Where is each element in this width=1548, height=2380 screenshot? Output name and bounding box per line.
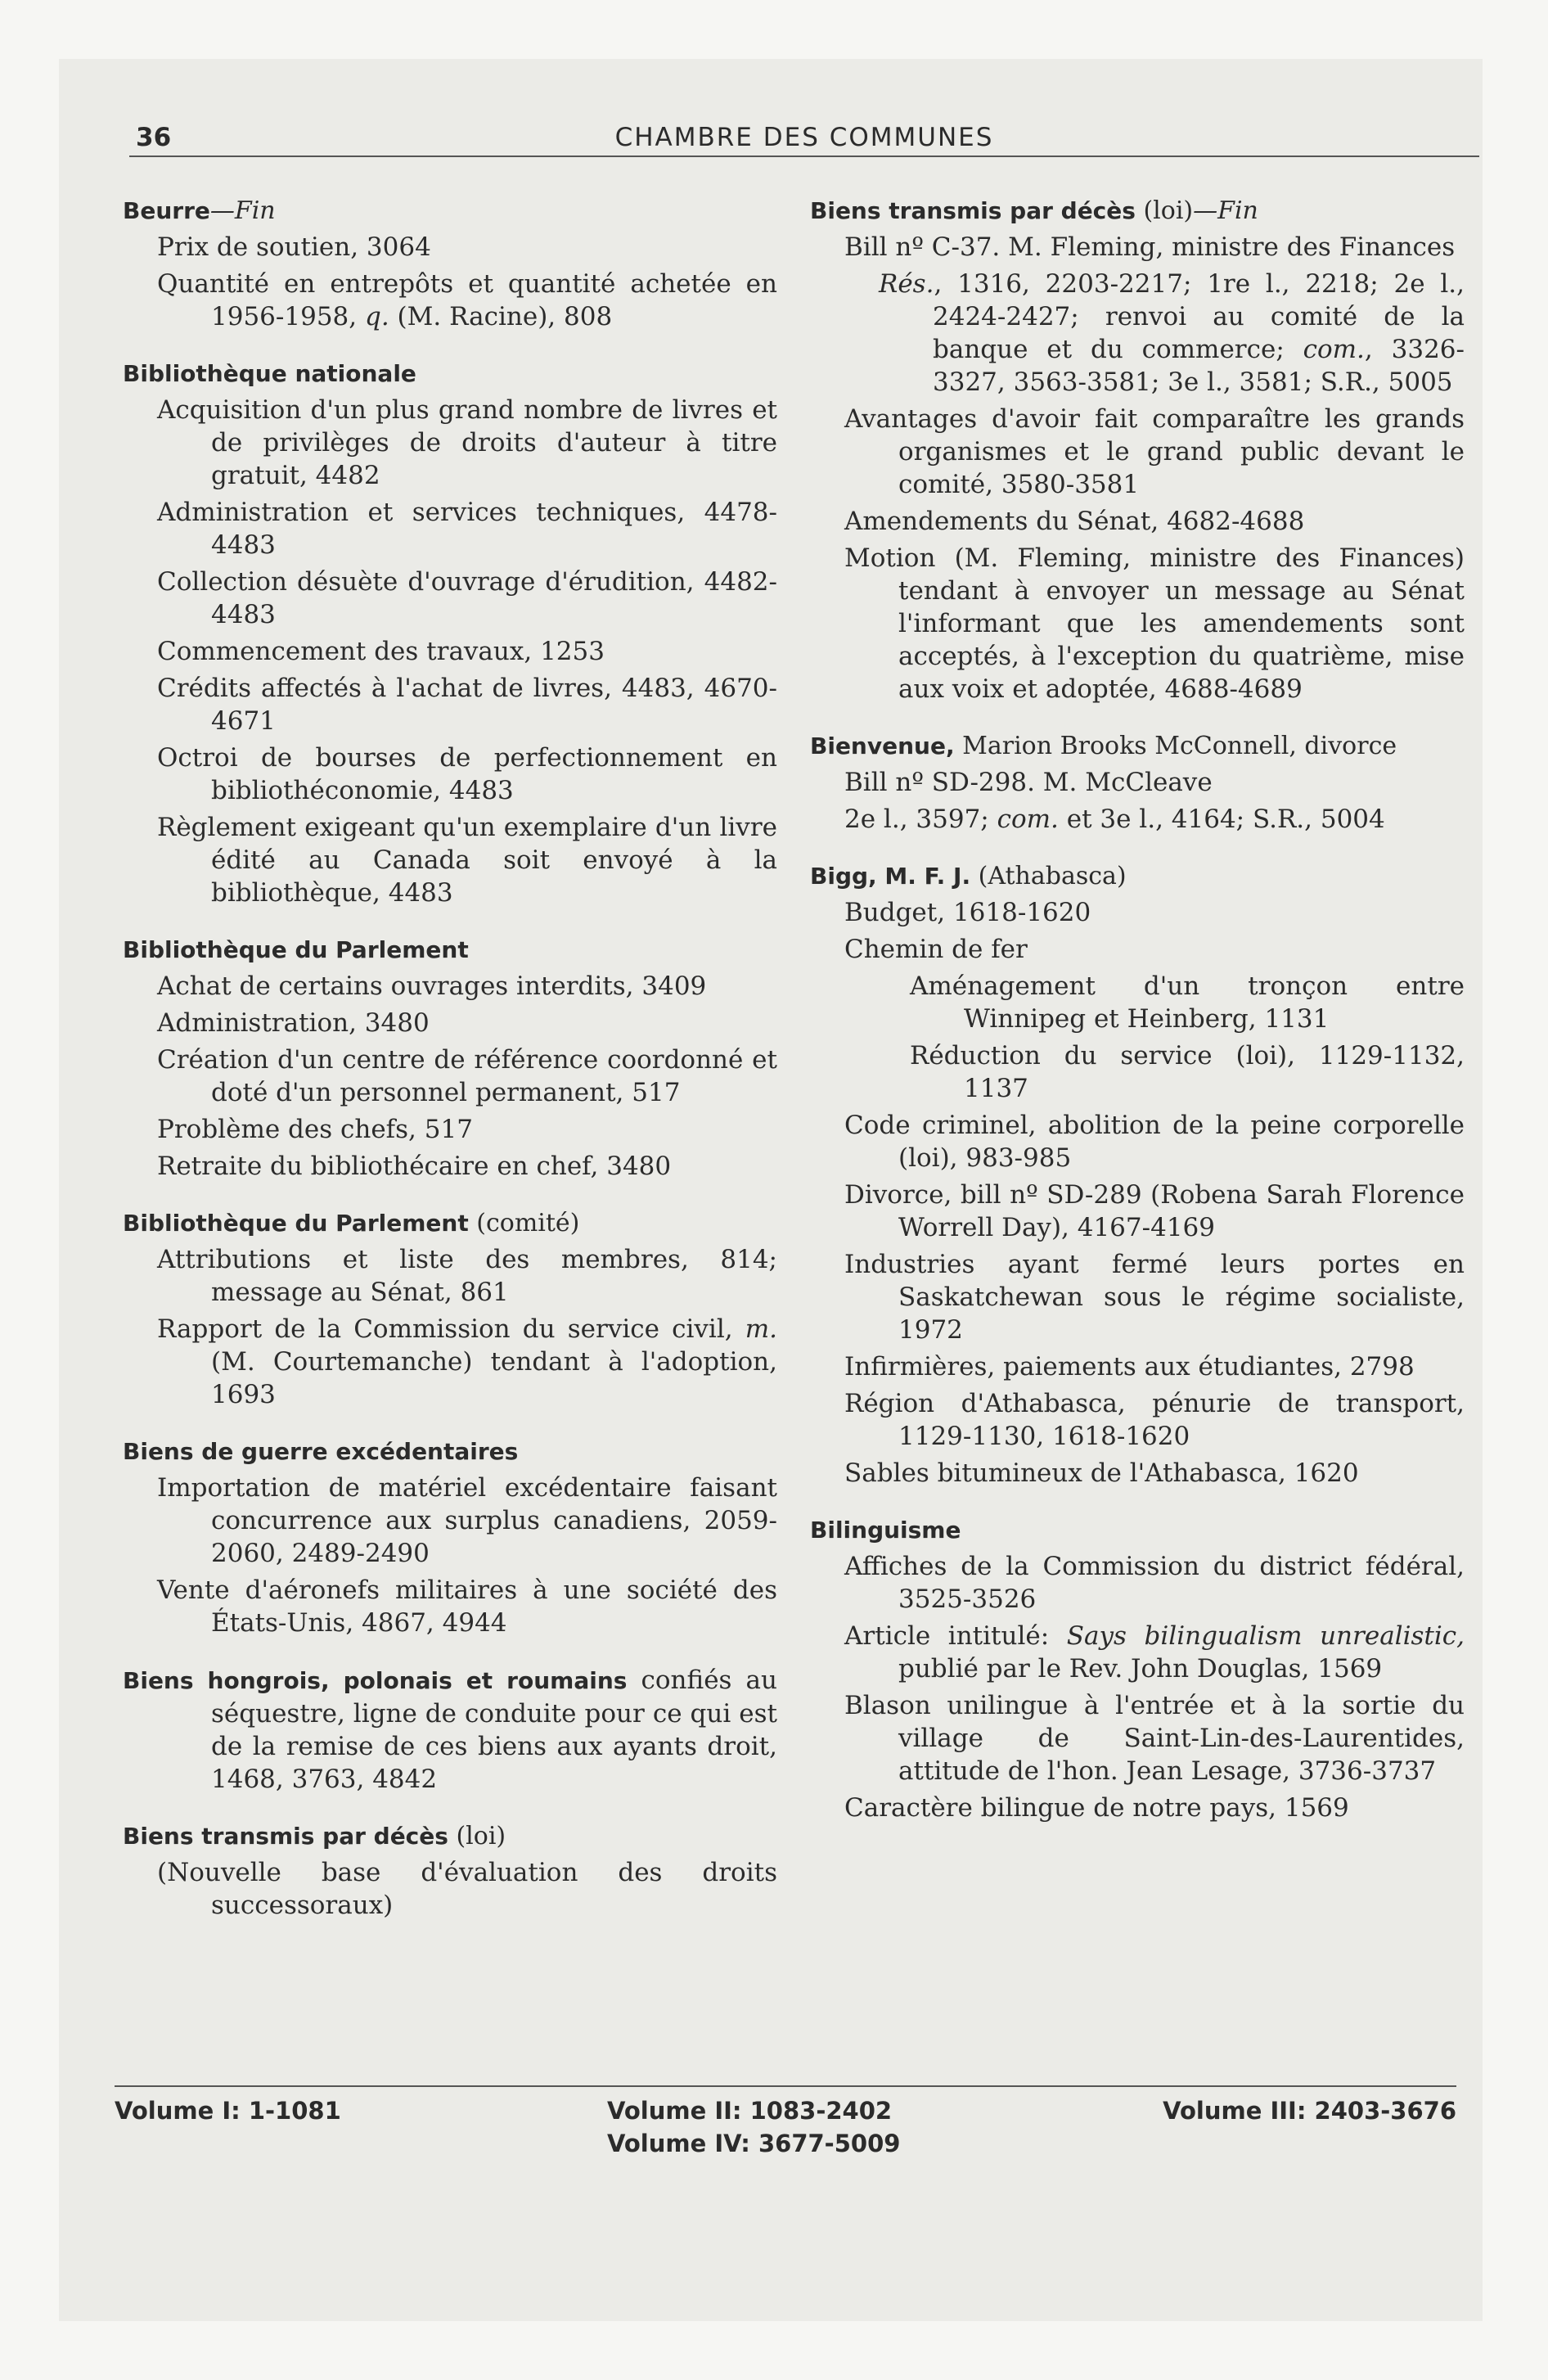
index-entry-biens-hongrois: Biens hongrois, polonais et roumains confiés au séquestre, ligne de conduite pour ce qui est de la remise de ces biens aux ayants droit, 1468, 3763, 4842 <box>123 1666 777 1794</box>
entry-heading: Beurre <box>123 197 210 224</box>
entry-heading: Biens hongrois, polonais et roumains <box>123 1667 628 1694</box>
entry-heading: Biens transmis par décès <box>123 1823 448 1850</box>
sub-entry: Prix de soutien, 3064 <box>157 232 431 262</box>
index-entry-bienvenue: Bienvenue, Marion Brooks McConnell, divorce Bill nº SD-298. M. McCleave 2e l., 3597; com. et 3e l., 4164; S.R., 5004 <box>810 730 1465 836</box>
sub-entry: Acquisition d'un plus grand nombre de livres et de privilèges de droits d'auteur à titre gratuit, 4482 <box>157 395 777 490</box>
page-title: CHAMBRE DES COMMUNES <box>614 123 994 152</box>
sub-entry: Achat de certains ouvrages interdits, 3409 <box>157 971 707 1001</box>
sub-entry: Importation de matériel excédentaire faisant concurrence aux surplus canadiens, 2059-2060, 2489-2490 <box>157 1473 777 1568</box>
index-entry-beurre: Beurre—Fin Prix de soutien, 3064 Quantité en entrepôts et quantité achetée en 1956-1958, q. (M. Racine), 808 <box>123 196 777 331</box>
sub-entry: Bill nº C-37. M. Fleming, ministre des Finances <box>844 232 1456 262</box>
entry-heading: Bigg, M. F. J. <box>810 863 971 890</box>
page-number: 36 <box>136 123 172 152</box>
sub-entry: Région d'Athabasca, pénurie de transport, 1129-1130, 1618-1620 <box>844 1389 1465 1451</box>
index-entry-bilinguisme <box>810 1514 1465 1824</box>
sub-entry: Blason unilingue à l'entrée et à la sortie du village de Saint-Lin-des-Laurentides, attitude de l'hon. Jean Lesage, 3736-3737 <box>844 1691 1465 1786</box>
sub-entry: Avantages d'avoir fait comparaître les grands organismes et le grand public devant le comité, 3580-3581 <box>844 404 1465 499</box>
entry-heading: Biens transmis par décès <box>810 197 1136 224</box>
entry-heading: Bilinguisme <box>810 1517 961 1544</box>
sub-entry: Quantité en entrepôts et quantité achetée en 1956-1958, q. (M. Racine), 808 <box>157 269 777 331</box>
running-header <box>129 123 1479 157</box>
left-column <box>123 195 777 1946</box>
volume-3: Volume III: 2403-3676 <box>1163 2097 1456 2125</box>
sub-entry: Budget, 1618-1620 <box>844 898 1091 927</box>
sub-entry: 2e l., 3597; com. et 3e l., 4164; S.R., 5004 <box>844 805 1385 834</box>
index-entry-bibliotheque-parlement-comite: Bibliothèque du Parlement (comité) Attributions et liste des membres, 814; message au Sénat, 861 Rapport de la Commission du service civil, m. (M. Courtemanche) tendant à l'adoption, 1693 <box>123 1209 777 1409</box>
sub-entry: Collection désuète d'ouvrage d'érudition, 4482-4483 <box>157 567 777 629</box>
entry-heading: Bibliothèque nationale <box>123 360 416 387</box>
entry-heading: Biens de guerre excédentaires <box>123 1438 519 1465</box>
index-entry-bibliotheque-parlement <box>123 934 777 1183</box>
volume-footer <box>115 2085 1456 2157</box>
entry-heading: Bienvenue, <box>810 732 955 760</box>
sub-entry: Crédits affectés à l'achat de livres, 4483, 4670-4671 <box>157 674 777 736</box>
sub-entry: Création d'un centre de référence coordonné et doté d'un personnel permanent, 517 <box>157 1045 777 1107</box>
sub-entry: Caractère bilingue de notre pays, 1569 <box>844 1793 1349 1823</box>
sub-entry: Rés., 1316, 2203-2217; 1re l., 2218; 2e l., 2424-2427; renvoi au comité de la banque et du commerce; com., 3326-3327, 3563-3581; 3e l., 3581; S.R., 5005 <box>879 269 1465 397</box>
sub-entry: Commencement des travaux, 1253 <box>157 637 605 666</box>
sub-entry: Motion (M. Fleming, ministre des Finances) tendant à envoyer un message au Sénat l'informant que les amendements sont acceptés, à l'exception du quatrième, mise aux voix et adoptée, 4688-4689 <box>844 543 1465 704</box>
right-column <box>810 195 1465 1849</box>
volume-2: Volume II: 1083-2402 <box>607 2097 893 2125</box>
sub-entry: Amendements du Sénat, 4682-4688 <box>844 507 1305 536</box>
entry-heading: Bibliothèque du Parlement <box>123 1210 469 1237</box>
sub-entry: Problème des chefs, 517 <box>157 1115 473 1144</box>
sub-entry: Attributions et liste des membres, 814; message au Sénat, 861 <box>157 1245 777 1307</box>
sub-entry: Vente d'aéronefs militaires à une société des États-Unis, 4867, 4944 <box>157 1575 777 1638</box>
index-entry-biens-transmis-fin: Biens transmis par décès (loi)—Fin Bill nº C-37. M. Fleming, ministre des Finances Rés., 1316, 2203-2217; 1re l., 2218; 2e l., 2424-2427; renvoi au comité de la banque et du commerce; com., 3326-3327, 3563-3581; 3e l., 3581; S.R., 5005 Avantages d'avoir fait comparaître les grands organismes et le grand public devant le comité, 3580-3581 Amendements du Sénat, 4682-4688 Motion (M. Fleming, ministre des Finances) tendant à envoyer un message au Sénat l'informant que les amendements sont acceptés, à l'exception du quatrième, mise aux voix et adoptée, 4688-4689 <box>810 196 1465 704</box>
index-entry-biens-guerre <box>123 1436 777 1639</box>
sub-entry: Divorce, bill nº SD-289 (Robena Sarah Florence Worrell Day), 4167-4169 <box>844 1180 1465 1242</box>
sub-entry: Bill nº SD-298. M. McCleave <box>844 768 1213 797</box>
volume-1: Volume I: 1-1081 <box>115 2097 341 2125</box>
sub-entry: Chemin de fer <box>844 935 1028 964</box>
index-entry-bigg: Bigg, M. F. J. (Athabasca) Budget, 1618-1620 Chemin de fer Aménagement d'un tronçon entre Winnipeg et Heinberg, 1131 Réduction du service (loi), 1129-1132, 1137 Code criminel, abolition de la peine corporelle (loi), 983-985 Divorce, bill nº SD-289 (Robena Sarah Florence Worrell Day), 4167-4169 Industries ayant fermé leurs portes en Saskatchewan sous le régime socialiste, 1972 Infirmières, paiements aux étudiantes, 2798 Région d'Athabasca, pénurie de transport, 1129-1130, 1618-1620 Sables bitumineux de l'Athabasca, 1620 <box>810 862 1465 1488</box>
sub-entry: Règlement exigeant qu'un exemplaire d'un livre édité au Canada soit envoyé à la bibliothèque, 4483 <box>157 813 777 908</box>
sub-entry: Administration et services techniques, 4478-4483 <box>157 498 777 560</box>
sub-entry: Affiches de la Commission du district fédéral, 3525-3526 <box>844 1552 1465 1614</box>
volume-4: Volume IV: 3677-5009 <box>607 2130 901 2157</box>
sub-entry: Rapport de la Commission du service civil, m. (M. Courtemanche) tendant à l'adoption, 1693 <box>157 1314 777 1409</box>
sub-entry: Administration, 3480 <box>157 1008 430 1038</box>
sub-sub-entry: Aménagement d'un tronçon entre Winnipeg et Heinberg, 1131 <box>910 971 1465 1034</box>
entry-heading: Bibliothèque du Parlement <box>123 936 469 963</box>
sub-entry: Sables bitumineux de l'Athabasca, 1620 <box>844 1458 1359 1488</box>
sub-entry: Code criminel, abolition de la peine corporelle (loi), 983-985 <box>844 1111 1465 1173</box>
sub-entry: Article intitulé: Says bilingualism unrealistic, publié par le Rev. John Douglas, 1569 <box>844 1621 1465 1684</box>
sub-entry: Octroi de bourses de perfectionnement en bibliothéconomie, 4483 <box>157 743 777 805</box>
sub-sub-entry: Réduction du service (loi), 1129-1132, 1137 <box>910 1041 1465 1103</box>
sub-entry: Infirmières, paiements aux étudiantes, 2798 <box>844 1352 1415 1382</box>
sub-entry: Retraite du bibliothécaire en chef, 3480 <box>157 1152 672 1181</box>
sub-entry: (Nouvelle base d'évaluation des droits successoraux) <box>157 1858 777 1920</box>
index-entry-bibliotheque-nationale <box>123 358 777 909</box>
index-entry-biens-transmis: Biens transmis par décès (loi) (Nouvelle base d'évaluation des droits successoraux) <box>123 1822 777 1920</box>
sub-entry: Industries ayant fermé leurs portes en Saskatchewan sous le régime socialiste, 1972 <box>844 1250 1465 1345</box>
